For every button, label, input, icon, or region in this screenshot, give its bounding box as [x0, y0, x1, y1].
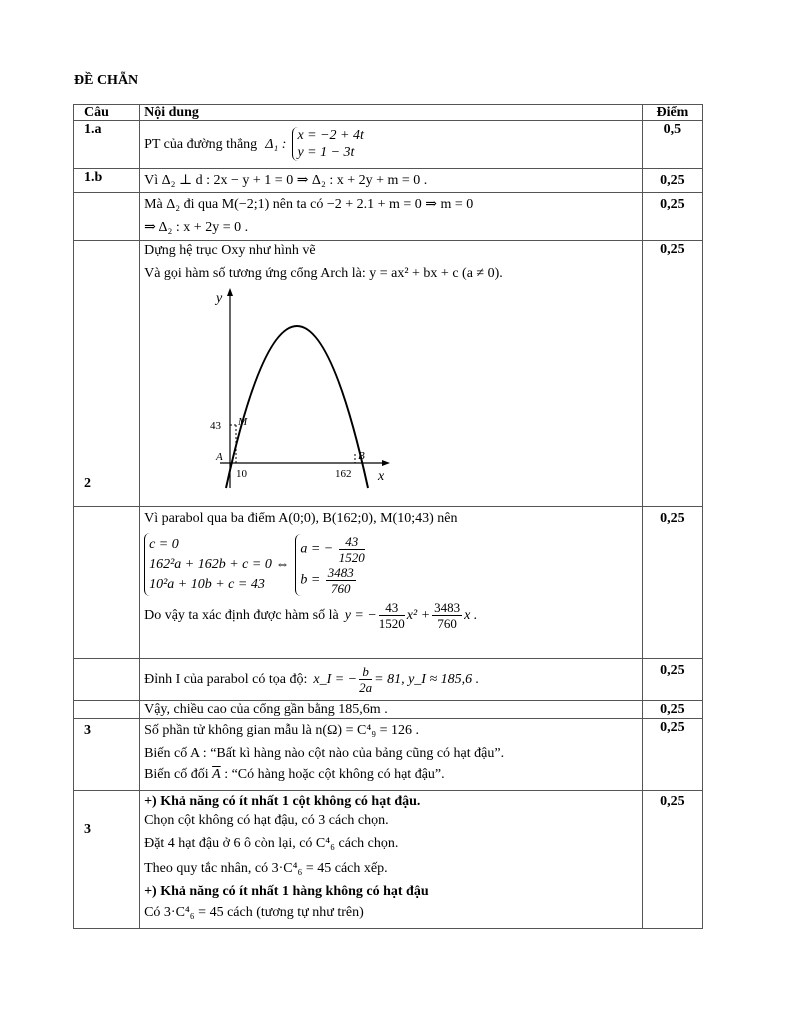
q1a-system	[292, 127, 363, 161]
parabola-curve	[226, 326, 368, 488]
parabola-graph	[210, 286, 400, 496]
q1b-row2	[140, 193, 643, 241]
label-10: 10	[236, 468, 248, 480]
score-1b-2: 0,25	[642, 193, 702, 241]
score-1b-1: 0,25	[642, 169, 702, 193]
label-162: 162	[335, 468, 352, 480]
q2-system-left	[144, 533, 289, 596]
vertex-num: b	[359, 664, 372, 680]
q1a-eq1: x = −2 + 4t	[297, 128, 364, 143]
label-43: 43	[210, 420, 222, 432]
a-num: 43	[339, 534, 365, 550]
table-row	[74, 701, 703, 719]
q3-r2a: +) Khả năng có ít nhất 1 cột không có hạt đậu.	[144, 794, 421, 809]
q3-r2d: Theo quy tắc nhân, có 3·C⁴₆ = 45 cách xếp.	[144, 861, 388, 876]
q1a-text: PT của đường thẳng	[144, 136, 258, 152]
q3-r1c	[144, 766, 642, 783]
x-axis-arrow	[382, 460, 390, 466]
vertex-den: 2a	[359, 679, 373, 695]
q2-row2	[140, 507, 643, 659]
sys-eq1: c = 0	[149, 537, 179, 552]
x-label: x	[378, 469, 385, 484]
q3-row1	[140, 719, 643, 791]
cau-3a: 3	[74, 719, 140, 791]
a-den: 1520	[338, 549, 365, 565]
f-num2: 3483	[434, 600, 461, 615]
q3-row2	[140, 791, 643, 929]
score-2-3: 0,25	[642, 659, 702, 701]
table-row	[74, 791, 703, 929]
header-diem: Điểm	[642, 105, 702, 121]
q3-r2b: Chọn cột không có hạt đậu, có 3 cách chọn.	[144, 813, 389, 828]
f-den1: 1520	[378, 616, 405, 631]
table-row	[74, 193, 703, 241]
table-row	[74, 241, 703, 507]
q3-r2f: Có 3·C⁴₆ = 45 cách (tương tự như trên)	[144, 905, 364, 920]
table-header-row	[74, 105, 703, 121]
f-num1: 43	[379, 600, 405, 616]
vertex-prefix: Đỉnh I của parabol có tọa độ:	[144, 671, 308, 687]
label-A: A	[216, 451, 223, 463]
q2-system	[144, 533, 642, 596]
cau-3b: 3	[74, 791, 140, 929]
score-2-1: 0,25	[642, 241, 702, 507]
answer-table	[73, 104, 703, 929]
q2-function	[144, 600, 642, 631]
score-3-1: 0,25	[642, 719, 702, 791]
q2-r2a: Vì parabol qua ba điểm A(0;0), B(162;0), M(10;43) nên	[144, 511, 458, 526]
sys-eq2: 162²a + 162b + c = 0 ⇔	[149, 557, 290, 572]
score-2-4: 0,25	[642, 701, 702, 719]
sys-eq3: 10²a + 10b + c = 43	[149, 577, 265, 592]
q3-r2e: +) Khả năng có ít nhất 1 hàng không có hạt đậu	[144, 884, 429, 899]
cau-2: 2	[74, 241, 140, 507]
y-label: y	[216, 291, 223, 306]
score-3-2: 0,25	[642, 791, 702, 929]
q1b-row2b: ⇒ Δ₂ : x + 2y = 0 .	[144, 220, 249, 235]
cau-1b: 1.b	[74, 169, 140, 193]
q1a-delta: Δ₁ :	[265, 136, 287, 152]
cau-1a: 1.a	[74, 121, 140, 169]
table-row	[74, 169, 703, 193]
function-mid: x² +	[406, 608, 431, 623]
q1a-content	[140, 121, 643, 169]
header-cau: Câu	[74, 105, 140, 121]
table-row	[74, 659, 703, 701]
vertex-rest: = 81, y_I ≈ 185,6 .	[374, 671, 480, 687]
page-title: ĐỀ CHẴN	[74, 73, 139, 88]
table-row	[74, 507, 703, 659]
q2-row3	[140, 659, 643, 701]
table-row	[74, 121, 703, 169]
score-1a: 0,5	[642, 121, 702, 169]
b-eq: b =	[300, 572, 321, 588]
b-num: 3483	[327, 564, 354, 580]
vertex-x: x_I = −	[313, 671, 358, 687]
q2-r1a: Dựng hệ trục Oxy như hình vẽ	[144, 243, 316, 258]
label-B: B	[358, 450, 365, 462]
y-axis-arrow	[227, 288, 233, 296]
q2-row1	[140, 241, 643, 507]
q1b-row1: Vì Δ₂ ⊥ d : 2x − y + 1 = 0 ⇒ Δ₂ : x + 2y + m = 0 .	[140, 169, 643, 193]
q1b-row2a: Mà Δ₂ đi qua M(−2;1) nên ta có −2 + 2.1 + m = 0 ⇒ m = 0	[144, 197, 474, 212]
q3-r1b: Biến cố A : “Bất kì hàng nào cột nào của bảng cũng có hạt đậu”.	[144, 746, 505, 761]
q2-r1b: Và gọi hàm số tương ứng cổng Arch là: y = ax² + bx + c (a ≠ 0).	[144, 266, 503, 281]
b-den: 760	[331, 580, 351, 596]
function-end: x .	[464, 608, 478, 623]
function-prefix: Do vậy ta xác định được hàm số là	[144, 608, 339, 623]
f-den2: 760	[437, 616, 457, 631]
q3-r1c-rest: : “Có hàng hoặc cột không có hạt đậu”.	[224, 767, 445, 782]
function-y: y = −	[344, 608, 377, 623]
q1a-eq2: y = 1 − 3t	[297, 145, 355, 160]
q3-r1c-prefix: Biến cố đối	[144, 767, 209, 782]
q2-system-right	[295, 534, 366, 596]
score-2-2: 0,25	[642, 507, 702, 659]
q3-r2c: Đặt 4 hạt đậu ở 6 ô còn lại, có C⁴₆ cách chọn.	[144, 836, 399, 851]
q3-r1c-A: $\overline{A}$	[212, 767, 221, 782]
q3-r1a: Số phần tử không gian mẫu là n(Ω) = C⁴₉ = 126 .	[144, 723, 419, 738]
a-eq: a = −	[300, 541, 334, 557]
label-M: M	[238, 416, 248, 428]
table-row	[74, 719, 703, 791]
q2-row4: Vậy, chiều cao của cổng gần bằng 185,6m .	[140, 701, 643, 719]
header-noi-dung: Nội dung	[140, 105, 643, 121]
